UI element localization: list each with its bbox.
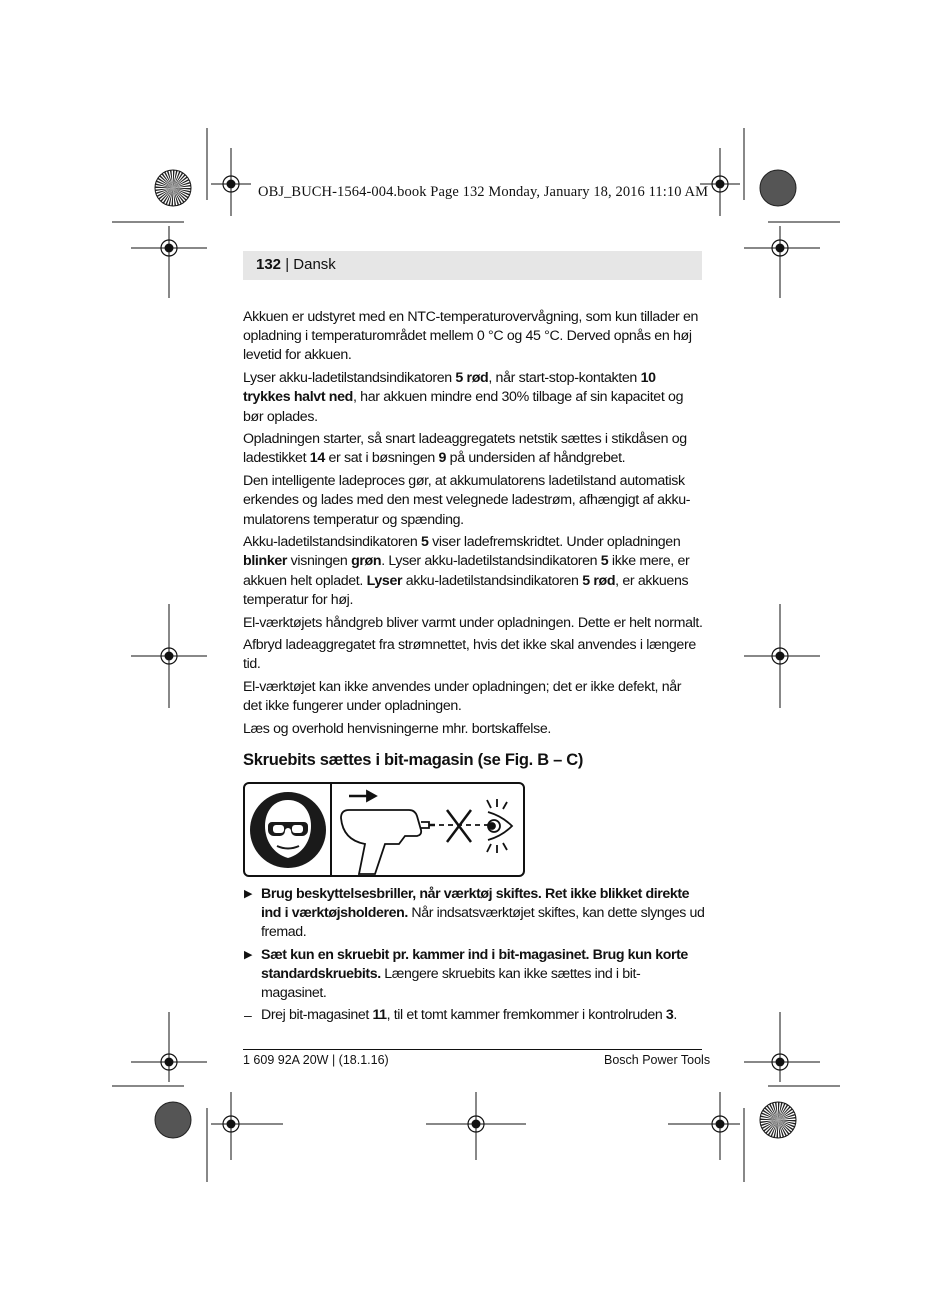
text-run: El-værktøjets håndgreb bliver varmt under opladningen. Dette er helt normalt. [243, 614, 703, 631]
print-slug-line: OBJ_BUCH-1564-004.book Page 132 Monday, January 18, 2016 11:10 AM [258, 184, 709, 200]
section-heading: Skruebits sættes i bit-magasin (se Fig. B – C) [243, 751, 584, 769]
bold-text: 14 [309, 450, 325, 467]
paragraph [243, 533, 703, 610]
bold-text: 5 rød [455, 370, 489, 387]
paragraph [243, 308, 703, 366]
bold-text: grøn [351, 553, 382, 570]
bold-text: 9 [438, 450, 447, 467]
bullet-arrow-icon: ▶ [244, 888, 253, 900]
page-header [256, 256, 336, 274]
bold-text: blinker [243, 553, 288, 570]
text-run: Opladningen starter, så snart ladeaggregatets netstik sættes i stikdåsen og ladestikket [243, 431, 687, 467]
bullet-arrow-icon: ▶ [244, 948, 253, 961]
footer-rule [243, 1049, 702, 1050]
list-item [243, 946, 705, 1004]
text-run: Længere skruebits kan ikke sættes ind i bit-magasinet. [261, 965, 641, 1002]
header-separator: | [285, 256, 290, 273]
text-run: visningen [287, 553, 352, 570]
text-run: ikke mere, er akkuen helt opladet. [243, 553, 690, 589]
bold-text: 3 [665, 1007, 674, 1024]
paragraph [243, 472, 703, 530]
text-run: er sat i bøsningen [324, 450, 439, 467]
text-run: Drej bit-magasinet [261, 1007, 373, 1024]
bold-text: 5 [600, 553, 609, 570]
bold-text: Brug beskyttelsesbriller, når værktøj skiftes. Ret ikke blikket direkte ind i værktøjsholderen. [261, 886, 690, 922]
text-run: Når indsatsværktøjet skiftes, kan dette slynges ud fremad. [261, 905, 705, 941]
list-item [243, 1006, 705, 1025]
text-run: . [673, 1007, 677, 1024]
text-run: , er akkuens temperatur for høj. [243, 572, 689, 608]
paragraph [243, 614, 703, 633]
paragraph [243, 636, 703, 674]
safety-warning-figure [243, 782, 525, 877]
list-item [243, 885, 705, 943]
text-run: , til et tomt kammer fremkommer i kontrolruden [386, 1007, 666, 1024]
text-run: , når start-stop-kontakten [488, 370, 641, 387]
paragraph [243, 369, 703, 427]
text-run: Læs og overhold henvisningerne mhr. bortskaffelse. [243, 721, 551, 738]
text-run: El-værktøjet kan ikke anvendes under opladningen; det er ikke defekt, når det ikke fungerer under opladningen. [243, 679, 682, 715]
bold-text: Lyser [366, 572, 403, 589]
text-run: på undersiden af håndgrebet. [446, 450, 626, 467]
text-run: viser ladefremskridtet. Under opladningen [428, 534, 681, 551]
bold-text: 5 rød [582, 572, 616, 589]
dash-marker: – [244, 1007, 252, 1024]
text-run: . Lyser akku-ladetilstandsindikatoren [381, 553, 601, 570]
text-run: Lyser akku-ladetilstandsindikatoren [243, 370, 456, 387]
paragraph [243, 430, 703, 468]
footer-document-number: 1 609 92A 20W | (18.1.16) [243, 1053, 389, 1067]
bold-text: 10 trykkes halvt ned [243, 370, 656, 406]
paragraph [243, 720, 703, 739]
text-run: Afbryd ladeaggregatet fra strømnettet, hvis det ikke skal anvendes i længere tid. [243, 637, 696, 673]
paragraph [243, 678, 703, 716]
body-text [243, 308, 703, 743]
bold-text: 5 [420, 534, 429, 551]
header-language: Dansk [293, 256, 336, 273]
text-run: akku-ladetilstandsindikatoren [402, 572, 583, 589]
instruction-list [243, 885, 705, 1028]
text-run: Akkuen er udstyret med en NTC-temperaturovervågning, som kun tillader en opladning i temperaturområdet mellem 0 °C og 45 °C. Derved opnås en høj levetid for akkuen. [243, 309, 699, 364]
bold-text: 11 [372, 1007, 387, 1024]
page-number: 132 [256, 256, 282, 273]
footer-brand: Bosch Power Tools [604, 1053, 711, 1067]
wear-eye-protection-icon [250, 792, 326, 868]
bold-text: Sæt kun en skruebit pr. kammer ind i bit-magasinet. Brug kun korte standardskruebits. [261, 946, 688, 982]
text-run: , har akkuen mindre end 30% tilbage af sin kapacitet og bør oplades. [243, 389, 684, 425]
text-run: Akku-ladetilstandsindikatoren [243, 534, 421, 551]
text-run: Den intelligente ladeproces gør, at akkumulatorens ladetilstand automatisk erkendes og lades med den mest velegnede ladestrøm, afhængigt af akku-mulatorens temperatur og spænding. [243, 473, 691, 528]
